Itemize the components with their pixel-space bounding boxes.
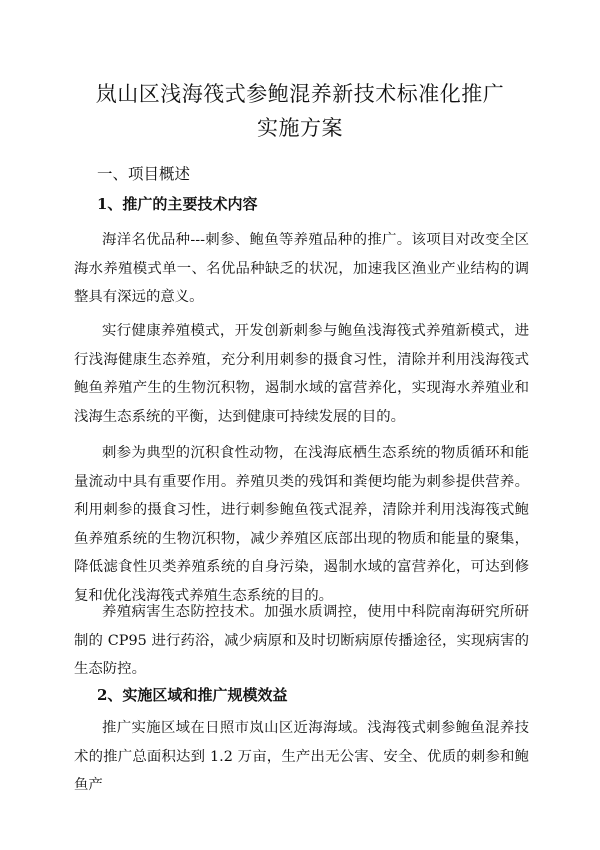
subsection-heading-2: 2、实施区域和推广规模效益 bbox=[97, 686, 288, 704]
paragraph: 推广实施区域在日照市岚山区近海海域。浅海筏式刺参鲍鱼混养技术的推广总面积达到 1.2 万亩，生产出无公害、安全、优质的刺参和鲍鱼产 bbox=[74, 720, 529, 794]
subsection-heading-1: 1、推广的主要技术内容 bbox=[97, 195, 258, 213]
paragraph: 海洋名优品种---刺参、鲍鱼等养殖品种的推广。该项目对改变全区海水养殖模式单一、名优品种缺乏的状况，加速我区渔业产业结构的调整具有深远的意义。 bbox=[74, 232, 529, 306]
paragraph: 养殖病害生态防控技术。加强水质调控，使用中科院南海研究所研制的 CP95 进行药浴，减少病原和及时切断病原传播途径，实现病害的生态防控。 bbox=[74, 604, 529, 678]
document-title-line-2: 实施方案 bbox=[257, 116, 343, 140]
document-title-line-1: 岚山区浅海筏式参鲍混养新技术标准化推广 bbox=[95, 82, 505, 106]
paragraph: 刺参为典型的沉积食性动物，在浅海底栖生态系统的物质循环和能量流动中具有重要作用。养殖贝类的残饵和粪便均能为刺参提供营养。利用刺参的摄食习性，进行刺参鲍鱼筏式混养，清除并利用浅海筏式鲍鱼养殖系统的生物沉积物，减少养殖区底部出现的物质和能量的聚集，降低滤食性贝类养殖系统的自身污染，遏制水域的富营养化，可达到修复和优化浅海筏式养殖生态系统的目的。 bbox=[74, 445, 529, 604]
paragraph: 实行健康养殖模式，开发创新刺参与鲍鱼浅海筏式养殖新模式，进行浅海健康生态养殖，充分利用刺参的摄食习性，清除并利用浅海筏式鲍鱼养殖产生的生物沉积物，遏制水域的富营养化，实现海水养殖业和浅海生态系统的平衡，达到健康可持续发展的目的。 bbox=[74, 323, 529, 425]
section-heading: 一、项目概述 bbox=[97, 165, 191, 183]
